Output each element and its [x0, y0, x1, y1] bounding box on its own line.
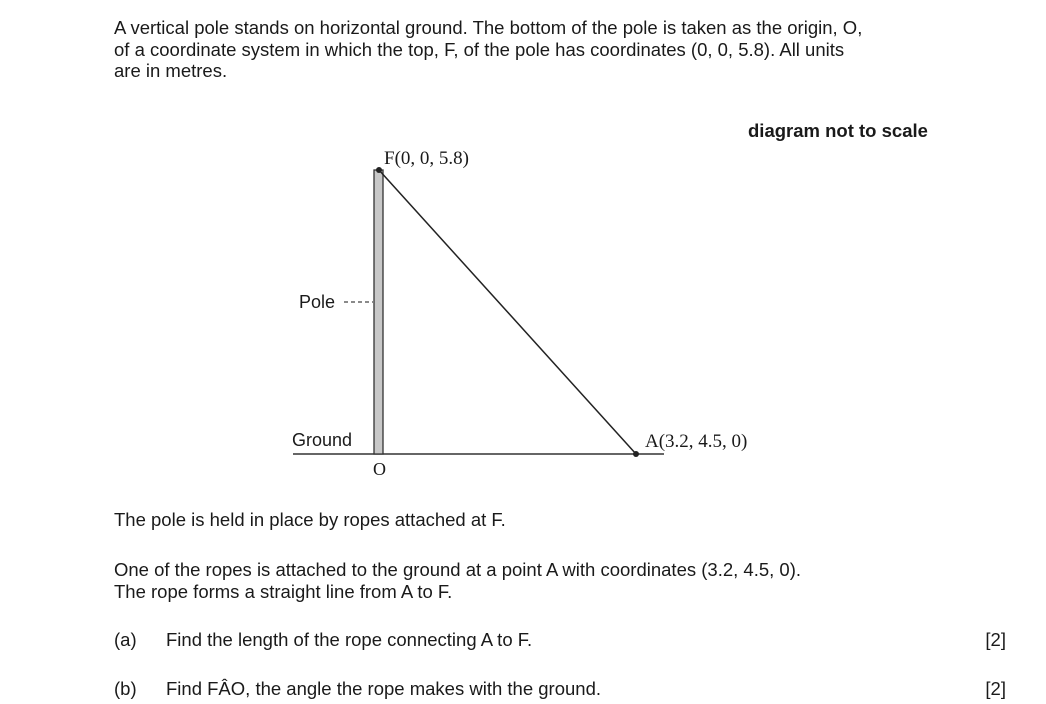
question-a-label: (a) [114, 629, 137, 650]
label-pole: Pole [299, 292, 336, 312]
question-a-text: Find the length of the rope connecting A to F. [166, 629, 533, 650]
question-a-marks: [2] [985, 629, 1006, 650]
pole [374, 170, 383, 454]
question-b-text: Find FÂO, the angle the rope makes with the ground. [166, 678, 601, 699]
point-F [376, 167, 382, 173]
diagram-scale-note: diagram not to scale [748, 120, 928, 141]
label-A: A(3.2, 4.5, 0) [645, 431, 748, 452]
body-paragraph-1: The pole is held in place by ropes attached at F. [114, 509, 506, 530]
intro-line-2: of a coordinate system in which the top, F, of the pole has coordinates (0, 0, 5.8). All units [114, 38, 845, 60]
question-b-marks: [2] [985, 678, 1006, 699]
question-b-label: (b) [114, 678, 137, 699]
label-O: O [373, 459, 386, 479]
intro-line-1: A vertical pole stands on horizontal ground. The bottom of the pole is taken as the origin, O, [114, 17, 863, 38]
label-F: F(0, 0, 5.8) [384, 148, 469, 169]
point-A [633, 451, 639, 457]
label-ground: Ground [292, 430, 353, 450]
rope-line [379, 170, 636, 454]
body-paragraph-2-line-1: One of the ropes is attached to the ground at a point A with coordinates (3.2, 4.5, 0). [114, 559, 801, 580]
intro-line-3: are in metres. [114, 60, 228, 81]
body-paragraph-2-line-2: The rope forms a straight line from A to F. [114, 581, 453, 602]
